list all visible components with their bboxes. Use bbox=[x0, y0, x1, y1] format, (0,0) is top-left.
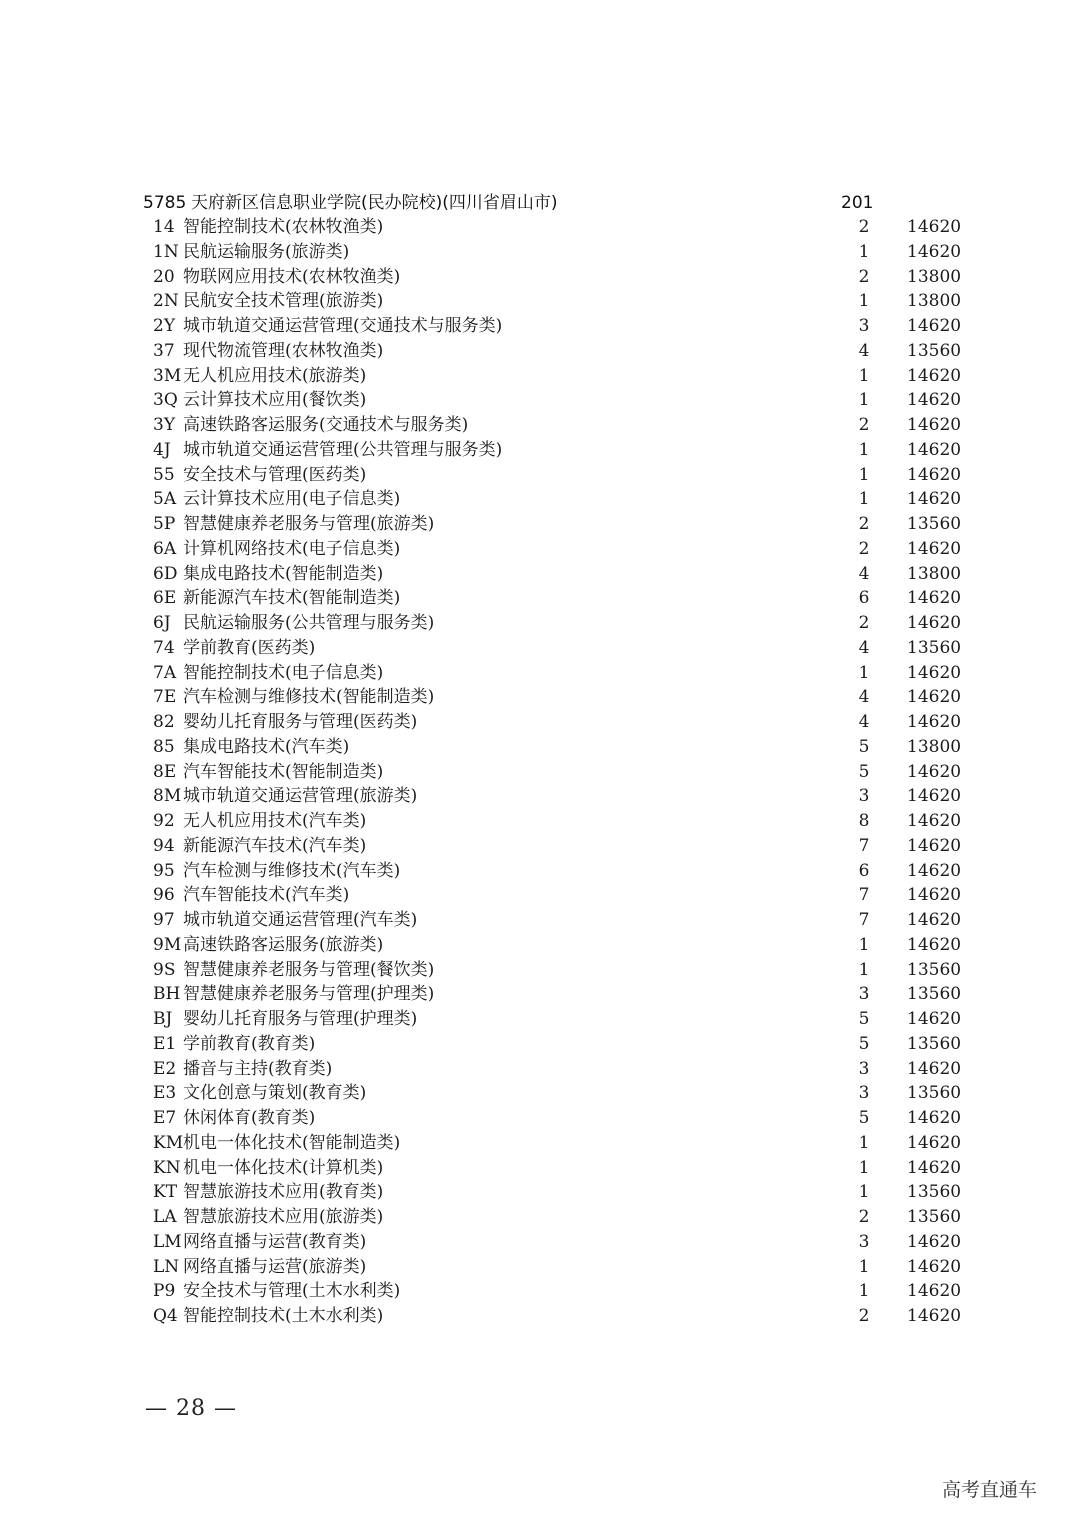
tuition-fee: 14620 bbox=[907, 439, 962, 460]
plan-count: 1 bbox=[858, 1132, 870, 1153]
tuition-fee: 14620 bbox=[907, 365, 962, 386]
plan-count: 1 bbox=[858, 241, 870, 262]
major-name: 汽车智能技术(智能制造类) bbox=[183, 761, 384, 782]
tuition-fee: 14620 bbox=[907, 885, 962, 906]
major-name: 高速铁路客运服务(交通技术与服务类) bbox=[183, 415, 469, 435]
major-code: KN bbox=[153, 1157, 181, 1178]
major-row bbox=[0, 908, 1080, 933]
plan-count: 8 bbox=[858, 811, 870, 831]
plan-count: 1 bbox=[858, 1182, 870, 1203]
plan-count: 4 bbox=[858, 712, 870, 732]
tuition-fee: 14620 bbox=[907, 1256, 962, 1277]
tuition-fee: 13560 bbox=[907, 1182, 962, 1203]
major-code: 85 bbox=[153, 736, 175, 757]
plan-count: 4 bbox=[858, 637, 870, 658]
plan-count: 2 bbox=[858, 613, 870, 633]
plan-count: 5 bbox=[858, 1033, 870, 1054]
major-code: LA bbox=[153, 1207, 177, 1227]
major-row bbox=[0, 1304, 1080, 1329]
major-code: 6A bbox=[153, 538, 177, 559]
major-name: 网络直播与运营(教育类) bbox=[183, 1231, 367, 1252]
plan-count: 2 bbox=[858, 415, 870, 435]
major-row bbox=[0, 1007, 1080, 1032]
school-header bbox=[143, 190, 903, 216]
watermark-text: 高考直通车 bbox=[942, 1479, 1038, 1501]
tuition-fee: 13560 bbox=[907, 1207, 962, 1227]
tuition-fee: 14620 bbox=[907, 1009, 962, 1029]
major-row bbox=[0, 487, 1080, 512]
tuition-fee: 14620 bbox=[907, 860, 962, 881]
plan-count: 2 bbox=[858, 514, 870, 534]
major-code: 55 bbox=[153, 464, 175, 485]
major-name: 智能控制技术(土木水利类) bbox=[183, 1306, 384, 1326]
plan-count: 1 bbox=[858, 959, 870, 980]
major-code: 95 bbox=[153, 860, 175, 881]
major-row bbox=[0, 735, 1080, 760]
major-name: 汽车检测与维修技术(汽车类) bbox=[183, 860, 401, 881]
major-name: 现代物流管理(农林牧渔类) bbox=[183, 340, 384, 361]
major-code: KM bbox=[153, 1132, 184, 1153]
plan-count: 5 bbox=[858, 1009, 870, 1029]
plan-count: 5 bbox=[858, 761, 870, 782]
major-code: 94 bbox=[153, 835, 175, 856]
major-code: 20 bbox=[153, 266, 175, 287]
major-code: 7E bbox=[153, 687, 177, 708]
major-name: 城市轨道交通运营管理(公共管理与服务类) bbox=[183, 439, 503, 460]
major-row bbox=[0, 883, 1080, 908]
major-row bbox=[0, 636, 1080, 661]
major-row bbox=[0, 413, 1080, 438]
major-row bbox=[0, 784, 1080, 809]
school-name: 天府新区信息职业学院(民办院校)(四川省眉山市) bbox=[191, 193, 558, 213]
major-code: 9M bbox=[153, 934, 182, 955]
plan-count: 2 bbox=[858, 1207, 870, 1227]
major-row bbox=[0, 388, 1080, 413]
major-code: LN bbox=[153, 1256, 180, 1277]
tuition-fee: 14620 bbox=[907, 390, 962, 411]
plan-count: 2 bbox=[858, 266, 870, 287]
plan-count: 1 bbox=[858, 489, 870, 510]
tuition-fee: 13800 bbox=[907, 266, 962, 287]
major-row bbox=[0, 339, 1080, 364]
plan-count: 1 bbox=[858, 365, 870, 386]
major-code: E3 bbox=[153, 1083, 177, 1104]
major-code: 92 bbox=[153, 811, 175, 831]
major-name: 计算机网络技术(电子信息类) bbox=[183, 538, 401, 559]
major-name: 机电一体化技术(计算机类) bbox=[183, 1157, 384, 1178]
major-code: 14 bbox=[153, 217, 175, 237]
major-code: 2Y bbox=[153, 316, 176, 336]
major-row bbox=[0, 463, 1080, 488]
major-code: 8E bbox=[153, 761, 177, 782]
major-name: 智慧健康养老服务与管理(餐饮类) bbox=[183, 959, 435, 980]
tuition-fee: 13560 bbox=[907, 637, 962, 658]
major-row bbox=[0, 289, 1080, 314]
major-name: 新能源汽车技术(汽车类) bbox=[183, 835, 367, 856]
plan-count: 3 bbox=[858, 316, 870, 336]
major-name: 民航运输服务(旅游类) bbox=[183, 241, 350, 262]
major-name: 物联网应用技术(农林牧渔类) bbox=[183, 266, 401, 287]
tuition-fee: 14620 bbox=[907, 464, 962, 485]
tuition-fee: 14620 bbox=[907, 217, 962, 237]
plan-count: 4 bbox=[858, 687, 870, 708]
tuition-fee: 14620 bbox=[907, 811, 962, 831]
major-code: 5A bbox=[153, 489, 177, 510]
major-name: 高速铁路客运服务(旅游类) bbox=[183, 934, 384, 955]
major-name: 智能控制技术(电子信息类) bbox=[183, 662, 384, 683]
major-code: 4J bbox=[153, 439, 171, 460]
major-name: 安全技术与管理(土木水利类) bbox=[183, 1281, 401, 1302]
major-row bbox=[0, 1230, 1080, 1255]
plan-count: 1 bbox=[858, 934, 870, 955]
major-name: 云计算技术应用(餐饮类) bbox=[183, 390, 367, 411]
plan-count: 1 bbox=[858, 390, 870, 411]
tuition-fee: 14620 bbox=[907, 1108, 962, 1128]
major-code: Q4 bbox=[153, 1306, 178, 1326]
major-row bbox=[0, 1255, 1080, 1280]
major-name: 城市轨道交通运营管理(汽车类) bbox=[183, 910, 418, 930]
tuition-fee: 13560 bbox=[907, 984, 962, 1005]
plan-count: 4 bbox=[858, 340, 870, 361]
major-name: 集成电路技术(智能制造类) bbox=[183, 563, 384, 584]
tuition-fee: 14620 bbox=[907, 415, 962, 435]
tuition-fee: 14620 bbox=[907, 910, 962, 930]
plan-count: 6 bbox=[858, 588, 870, 609]
major-code: 6E bbox=[153, 588, 177, 609]
major-row bbox=[0, 512, 1080, 537]
major-code: 1N bbox=[153, 241, 179, 262]
tuition-fee: 14620 bbox=[907, 1058, 962, 1079]
plan-count: 1 bbox=[858, 439, 870, 460]
major-code: 82 bbox=[153, 712, 175, 732]
major-name: 播音与主持(教育类) bbox=[183, 1058, 333, 1079]
major-row bbox=[0, 364, 1080, 389]
major-name: 文化创意与策划(教育类) bbox=[183, 1083, 367, 1104]
major-name: 智慧旅游技术应用(旅游类) bbox=[183, 1207, 384, 1227]
major-name: 学前教育(教育类) bbox=[183, 1033, 316, 1054]
major-row bbox=[0, 661, 1080, 686]
major-name: 汽车智能技术(汽车类) bbox=[183, 885, 350, 906]
major-name: 学前教育(医药类) bbox=[183, 637, 316, 658]
plan-count: 7 bbox=[858, 835, 870, 856]
major-row bbox=[0, 1131, 1080, 1156]
plan-count: 4 bbox=[858, 563, 870, 584]
plan-count: 2 bbox=[858, 1306, 870, 1326]
major-row bbox=[0, 958, 1080, 983]
page-number: — 28 — bbox=[145, 1396, 237, 1421]
tuition-fee: 13800 bbox=[907, 563, 962, 584]
major-name: 婴幼儿托育服务与管理(护理类) bbox=[183, 1009, 418, 1029]
major-code: 96 bbox=[153, 885, 175, 906]
major-code: 5P bbox=[153, 514, 176, 534]
major-row bbox=[0, 562, 1080, 587]
tuition-fee: 14620 bbox=[907, 241, 962, 262]
tuition-fee: 13560 bbox=[907, 514, 962, 534]
major-row bbox=[0, 760, 1080, 785]
tuition-fee: 14620 bbox=[907, 1231, 962, 1252]
major-code: LM bbox=[153, 1231, 182, 1252]
major-row bbox=[0, 611, 1080, 636]
major-name: 新能源汽车技术(智能制造类) bbox=[183, 588, 401, 609]
major-name: 城市轨道交通运营管理(交通技术与服务类) bbox=[183, 316, 503, 336]
major-code: E1 bbox=[153, 1033, 177, 1054]
major-code: 8M bbox=[153, 786, 182, 807]
tuition-fee: 14620 bbox=[907, 662, 962, 683]
major-name: 民航安全技术管理(旅游类) bbox=[183, 291, 384, 312]
tuition-fee: 14620 bbox=[907, 489, 962, 510]
tuition-fee: 14620 bbox=[907, 538, 962, 559]
tuition-fee: 14620 bbox=[907, 1157, 962, 1178]
major-code: 37 bbox=[153, 340, 175, 361]
major-code: 6D bbox=[153, 563, 178, 584]
major-list bbox=[0, 215, 1080, 1329]
major-row bbox=[0, 834, 1080, 859]
major-code: 6J bbox=[153, 613, 171, 633]
major-name: 智慧旅游技术应用(教育类) bbox=[183, 1182, 384, 1203]
tuition-fee: 14620 bbox=[907, 835, 962, 856]
major-name: 智慧健康养老服务与管理(护理类) bbox=[183, 984, 435, 1005]
major-name: 休闲体育(教育类) bbox=[183, 1108, 316, 1128]
major-row bbox=[0, 265, 1080, 290]
major-code: BJ bbox=[153, 1009, 173, 1029]
major-name: 无人机应用技术(旅游类) bbox=[183, 365, 367, 386]
major-row bbox=[0, 240, 1080, 265]
plan-count: 1 bbox=[858, 1157, 870, 1178]
major-name: 安全技术与管理(医药类) bbox=[183, 464, 367, 485]
tuition-fee: 13800 bbox=[907, 736, 962, 757]
plan-count: 1 bbox=[858, 464, 870, 485]
tuition-fee: 13800 bbox=[907, 291, 962, 312]
major-name: 智慧健康养老服务与管理(旅游类) bbox=[183, 514, 435, 534]
school-code: 5785 bbox=[143, 193, 187, 213]
tuition-fee: 14620 bbox=[907, 588, 962, 609]
tuition-fee: 14620 bbox=[907, 761, 962, 782]
tuition-fee: 13560 bbox=[907, 1033, 962, 1054]
major-row bbox=[0, 586, 1080, 611]
plan-count: 1 bbox=[858, 1281, 870, 1302]
major-row bbox=[0, 1081, 1080, 1106]
plan-count: 2 bbox=[858, 538, 870, 559]
major-row bbox=[0, 982, 1080, 1007]
major-row bbox=[0, 1106, 1080, 1131]
plan-count: 1 bbox=[858, 1256, 870, 1277]
major-code: 9S bbox=[153, 959, 176, 980]
major-code: E2 bbox=[153, 1058, 177, 1079]
major-row bbox=[0, 1279, 1080, 1304]
major-name: 云计算技术应用(电子信息类) bbox=[183, 489, 401, 510]
tuition-fee: 14620 bbox=[907, 1132, 962, 1153]
major-code: BH bbox=[153, 984, 181, 1005]
tuition-fee: 14620 bbox=[907, 687, 962, 708]
major-row bbox=[0, 1057, 1080, 1082]
major-name: 智能控制技术(农林牧渔类) bbox=[183, 217, 384, 237]
tuition-fee: 14620 bbox=[907, 1306, 962, 1326]
plan-count: 5 bbox=[858, 1108, 870, 1128]
major-name: 机电一体化技术(智能制造类) bbox=[183, 1132, 401, 1153]
plan-count: 3 bbox=[858, 984, 870, 1005]
major-name: 网络直播与运营(旅游类) bbox=[183, 1256, 367, 1277]
plan-count: 7 bbox=[858, 885, 870, 906]
tuition-fee: 13560 bbox=[907, 1083, 962, 1104]
major-code: 74 bbox=[153, 637, 175, 658]
tuition-fee: 14620 bbox=[907, 712, 962, 732]
major-row bbox=[0, 1032, 1080, 1057]
major-code: 7A bbox=[153, 662, 177, 683]
major-code: 2N bbox=[153, 291, 179, 312]
plan-count: 3 bbox=[858, 786, 870, 807]
tuition-fee: 14620 bbox=[907, 1281, 962, 1302]
tuition-fee: 14620 bbox=[907, 316, 962, 336]
plan-count: 6 bbox=[858, 860, 870, 881]
major-row bbox=[0, 859, 1080, 884]
tuition-fee: 13560 bbox=[907, 959, 962, 980]
tuition-fee: 13560 bbox=[907, 340, 962, 361]
major-row bbox=[0, 215, 1080, 240]
major-name: 民航运输服务(公共管理与服务类) bbox=[183, 613, 435, 633]
major-code: 3Q bbox=[153, 390, 178, 411]
plan-count: 3 bbox=[858, 1058, 870, 1079]
tuition-fee: 14620 bbox=[907, 786, 962, 807]
plan-count: 1 bbox=[858, 291, 870, 312]
major-row bbox=[0, 1205, 1080, 1230]
major-row bbox=[0, 537, 1080, 562]
major-code: 3Y bbox=[153, 415, 176, 435]
major-code: 97 bbox=[153, 910, 175, 930]
major-row bbox=[0, 933, 1080, 958]
tuition-fee: 14620 bbox=[907, 934, 962, 955]
major-row bbox=[0, 1180, 1080, 1205]
plan-count: 1 bbox=[858, 662, 870, 683]
school-total-plan: 201 bbox=[841, 193, 874, 213]
plan-count: 3 bbox=[858, 1083, 870, 1104]
major-row bbox=[0, 710, 1080, 735]
major-row bbox=[0, 809, 1080, 834]
major-name: 汽车检测与维修技术(智能制造类) bbox=[183, 687, 435, 708]
plan-count: 3 bbox=[858, 1231, 870, 1252]
major-name: 城市轨道交通运营管理(旅游类) bbox=[183, 786, 418, 807]
major-row bbox=[0, 1156, 1080, 1181]
major-row bbox=[0, 438, 1080, 463]
major-row bbox=[0, 314, 1080, 339]
major-code: KT bbox=[153, 1182, 178, 1203]
plan-count: 5 bbox=[858, 736, 870, 757]
major-code: P9 bbox=[153, 1281, 176, 1302]
major-code: E7 bbox=[153, 1108, 177, 1128]
major-name: 无人机应用技术(汽车类) bbox=[183, 811, 367, 831]
major-row bbox=[0, 685, 1080, 710]
tuition-fee: 14620 bbox=[907, 613, 962, 633]
major-name: 集成电路技术(汽车类) bbox=[183, 736, 350, 757]
major-code: 3M bbox=[153, 365, 182, 386]
major-name: 婴幼儿托育服务与管理(医药类) bbox=[183, 712, 418, 732]
plan-count: 2 bbox=[858, 217, 870, 237]
plan-count: 7 bbox=[858, 910, 870, 930]
